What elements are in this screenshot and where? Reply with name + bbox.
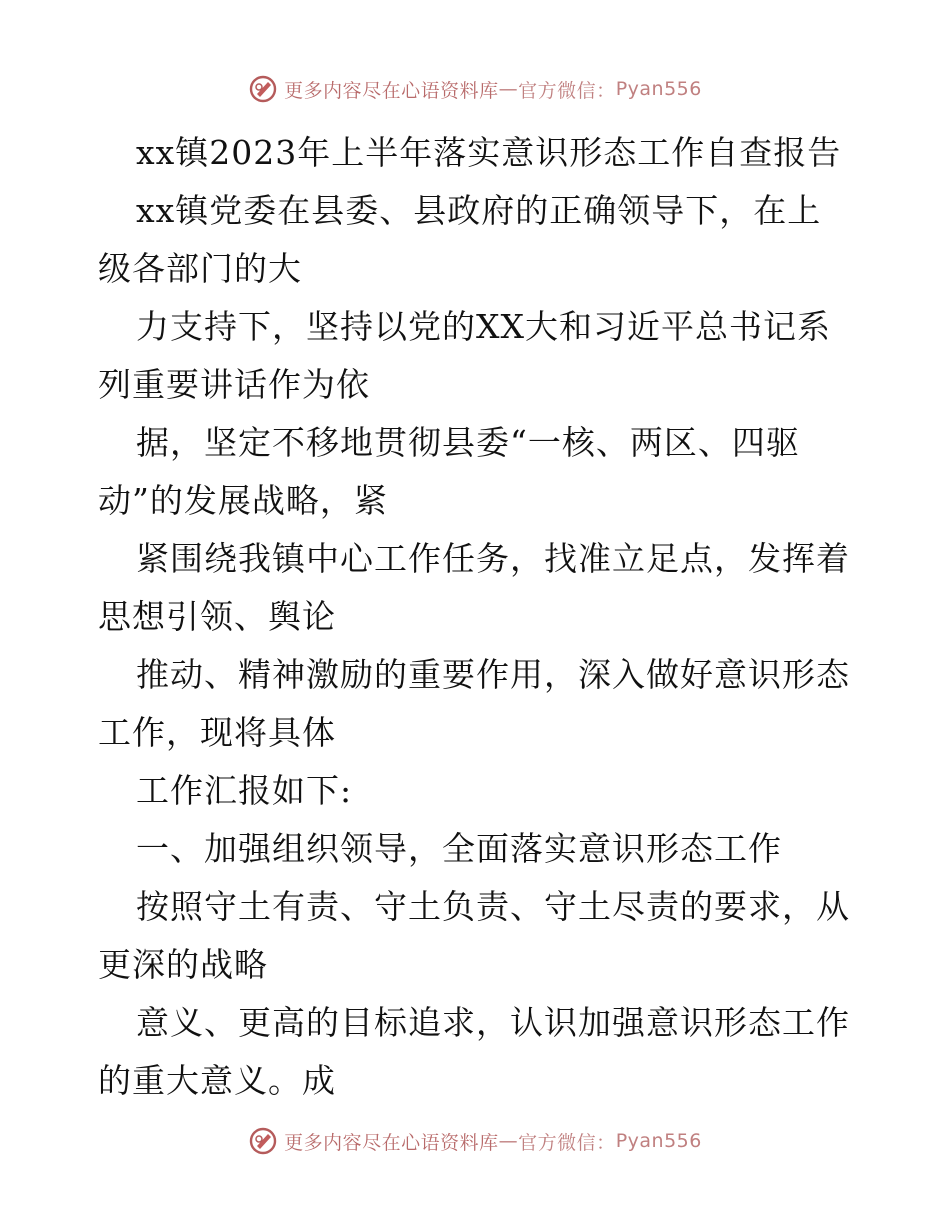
paragraph-line: 推动、精神激励的重要作用，深入做好意识形态 <box>136 655 850 694</box>
header-watermark-banner <box>0 72 950 106</box>
banner-wechat-id: Pyan556 <box>615 78 702 100</box>
banner-wechat-id: Pyan556 <box>615 1130 702 1152</box>
paragraph-line: 按照守土有责、守土负责、守土尽责的要求，从 <box>136 887 850 926</box>
paragraph-line: 工作，现将具体 <box>98 713 336 752</box>
paragraph-line: 工作汇报如下: <box>136 771 353 810</box>
paragraph-line: xx镇党委在县委、县政府的正确领导下，在上 <box>136 191 822 230</box>
banner-official-label: 官方微信： <box>518 1131 616 1154</box>
banner-official-label: 官方微信： <box>518 79 616 102</box>
paragraph-line: 思想引领、舆论 <box>98 597 336 636</box>
paragraph-line: 列重要讲话作为依 <box>98 365 370 404</box>
document-body <box>98 124 858 1110</box>
paragraph-line: 紧围绕我镇中心工作任务，找准立足点，发挥着 <box>136 539 850 578</box>
paragraph-line: 更深的战略 <box>98 945 268 984</box>
paragraph-line: 力支持下，坚持以党的XX大和习近平总书记系 <box>136 307 831 346</box>
brand-logo-icon <box>248 74 278 104</box>
paragraph-line: 据，坚定不移地贯彻县委“一核、两区、四驱 <box>136 423 800 462</box>
banner-text: 更多内容尽在心语资料库 <box>284 79 499 102</box>
section-heading: 一、加强组织领导，全面落实意识形态工作 <box>136 829 782 868</box>
paragraph-line: 级各部门的大 <box>98 249 302 288</box>
footer-watermark-banner <box>0 1124 950 1158</box>
paragraph-line: 动”的发展战略，紧 <box>98 481 388 520</box>
brand-logo-icon <box>248 1126 278 1156</box>
paragraph-line: 意义、更高的目标追求，认识加强意识形态工作 <box>136 1003 850 1042</box>
banner-text: 更多内容尽在心语资料库 <box>284 1131 499 1154</box>
document-title: xx镇2023年上半年落实意识形态工作自查报告 <box>136 133 842 172</box>
banner-dash: — <box>498 78 519 100</box>
banner-dash: — <box>498 1130 519 1152</box>
paragraph-line: 的重大意义。成 <box>98 1061 336 1100</box>
